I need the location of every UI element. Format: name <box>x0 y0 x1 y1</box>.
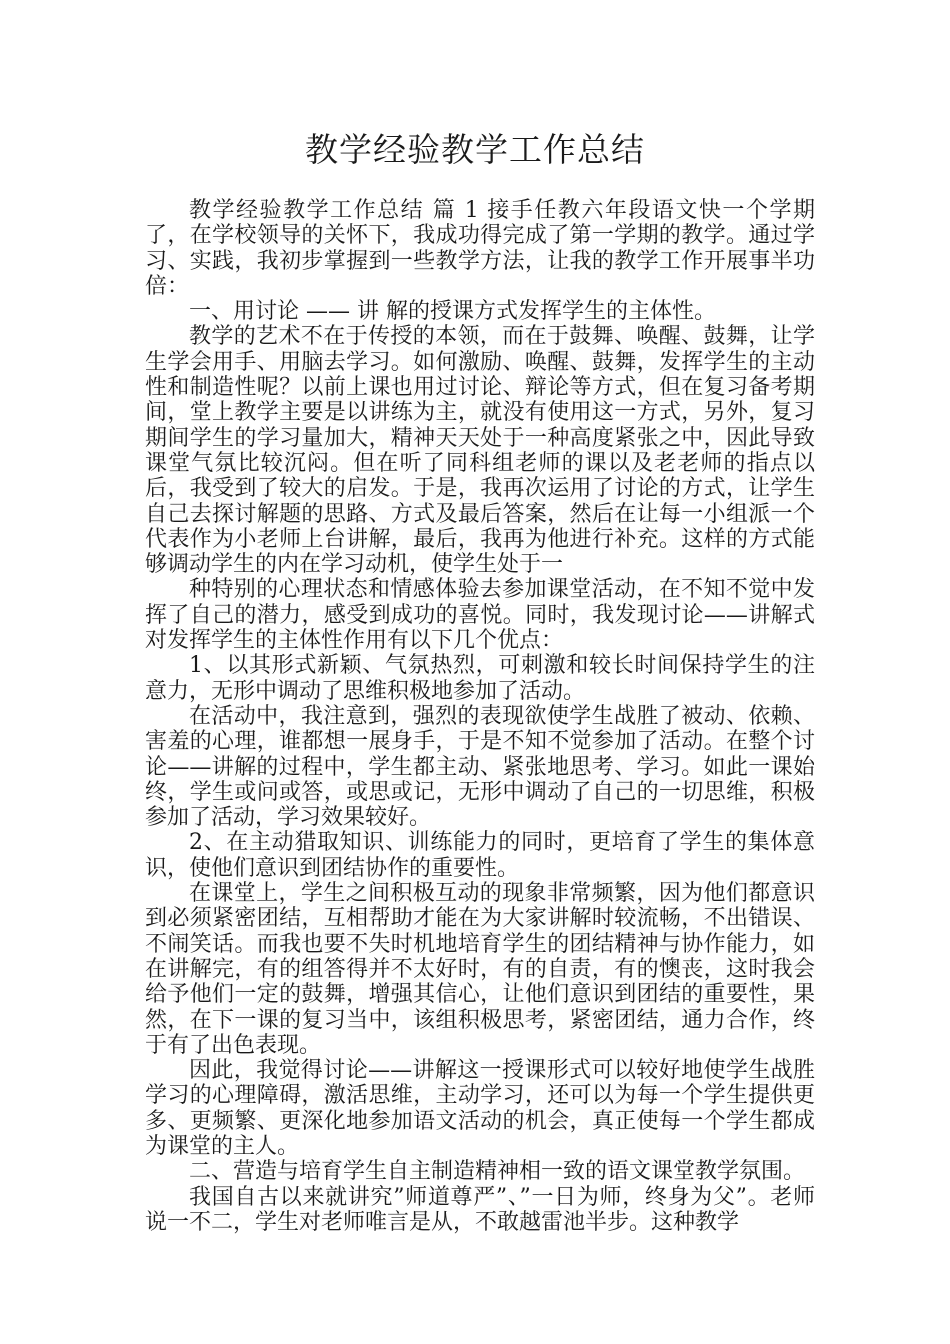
paragraph: 在活动中，我注意到，强烈的表现欲使学生战胜了被动、依赖、害羞的心理，谁都想一展身手，于是不知不觉参加了活动。在整个讨论——讲解的过程中，学生都主动、紧张地思考、学习。如此一课始终，学生或问或答，或思或记，无形中调动了自己的一切思维，积极参加了活动，学习效果较好。 <box>145 703 815 831</box>
document-body <box>145 198 815 1235</box>
document-title: 教学经验教学工作总结 <box>305 130 645 169</box>
section-heading: 二、营造与培育学生自主制造精神相一致的语文课堂教学氛围。 <box>189 1159 806 1185</box>
paragraph: 教学的艺术不在于传授的本领，而在于鼓舞、唤醒、鼓舞，让学生学会用手、用脑去学习。如何激励、唤醒、鼓舞，发挥学生的主动性和制造性呢？以前上课也用过讨论、辩论等方式，但在复习备考期间，堂上教学主要是以讲练为主，就没有使用这一方式，另外，复习期间学生的学习量加大，精神天天处于一种高度紧张之中，因此导致课堂气氛比较沉闷。但在听了同科组老师的课以及老老师的指点以后，我受到了较大的启发。于是，我再次运用了讨论的方式，让学生自己去探讨解题的思路、方式及最后答案，然后在让每一小组派一个代表作为小老师上台讲解，最后，我再为他进行补充。这样的方式能够调动学生的内在学习动机，使学生处于一 <box>145 324 815 578</box>
paragraph: 我国自古以来就讲究”师道尊严”、”一日为师，终身为父”。老师说一不二，学生对老师唯言是从，不敢越雷池半步。这种教学 <box>145 1184 815 1235</box>
paragraph: 种特别的心理状态和情感体验去参加课堂活动，在不知不觉中发挥了自己的潜力，感受到成功的喜悦。同时，我发现讨论——讲解式对发挥学生的主体性作用有以下几个优点： <box>145 577 815 654</box>
paragraph: 2、在主动猎取知识、训练能力的同时，更培育了学生的集体意识，使他们意识到团结协作的重要性。 <box>145 830 815 881</box>
paragraph: 教学经验教学工作总结 篇 1 接手任教六年段语文快一个学期了，在学校领导的关怀下，我成功得完成了第一学期的教学。通过学习、实践，我初步掌握到一些教学方法，让我的教学工作开展事半功倍： <box>145 198 815 299</box>
paragraph: 在课堂上，学生之间积极互动的现象非常频繁，因为他们都意识到必须紧密团结，互相帮助才能在为大家讲解时较流畅，不出错误、不闹笑话。而我也要不失时机地培育学生的团结精神与协作能力，如在讲解完，有的组答得并不太好时，有的自责，有的懊丧，这时我会给予他们一定的鼓舞，增强其信心，让他们意识到团结的重要性，果然，在下一课的复习当中，该组积极思考，紧密团结，通力合作，终于有了出色表现。 <box>145 881 815 1058</box>
section-heading: 一、用讨论 —— 讲 解的授课方式发挥学生的主体性。 <box>189 299 716 325</box>
paragraph: 1、以其形式新颖、气氛热烈，可刺激和较长时间保持学生的注意力，无形中调动了思维积极地参加了活动。 <box>145 653 815 704</box>
paragraph: 因此，我觉得讨论——讲解这一授课形式可以较好地使学生战胜学习的心理障碍，激活思维，主动学习，还可以为每一个学生提供更多、更频繁、更深化地参加语文活动的机会，真正使每一个学生都成为课堂的主人。 <box>145 1058 815 1159</box>
